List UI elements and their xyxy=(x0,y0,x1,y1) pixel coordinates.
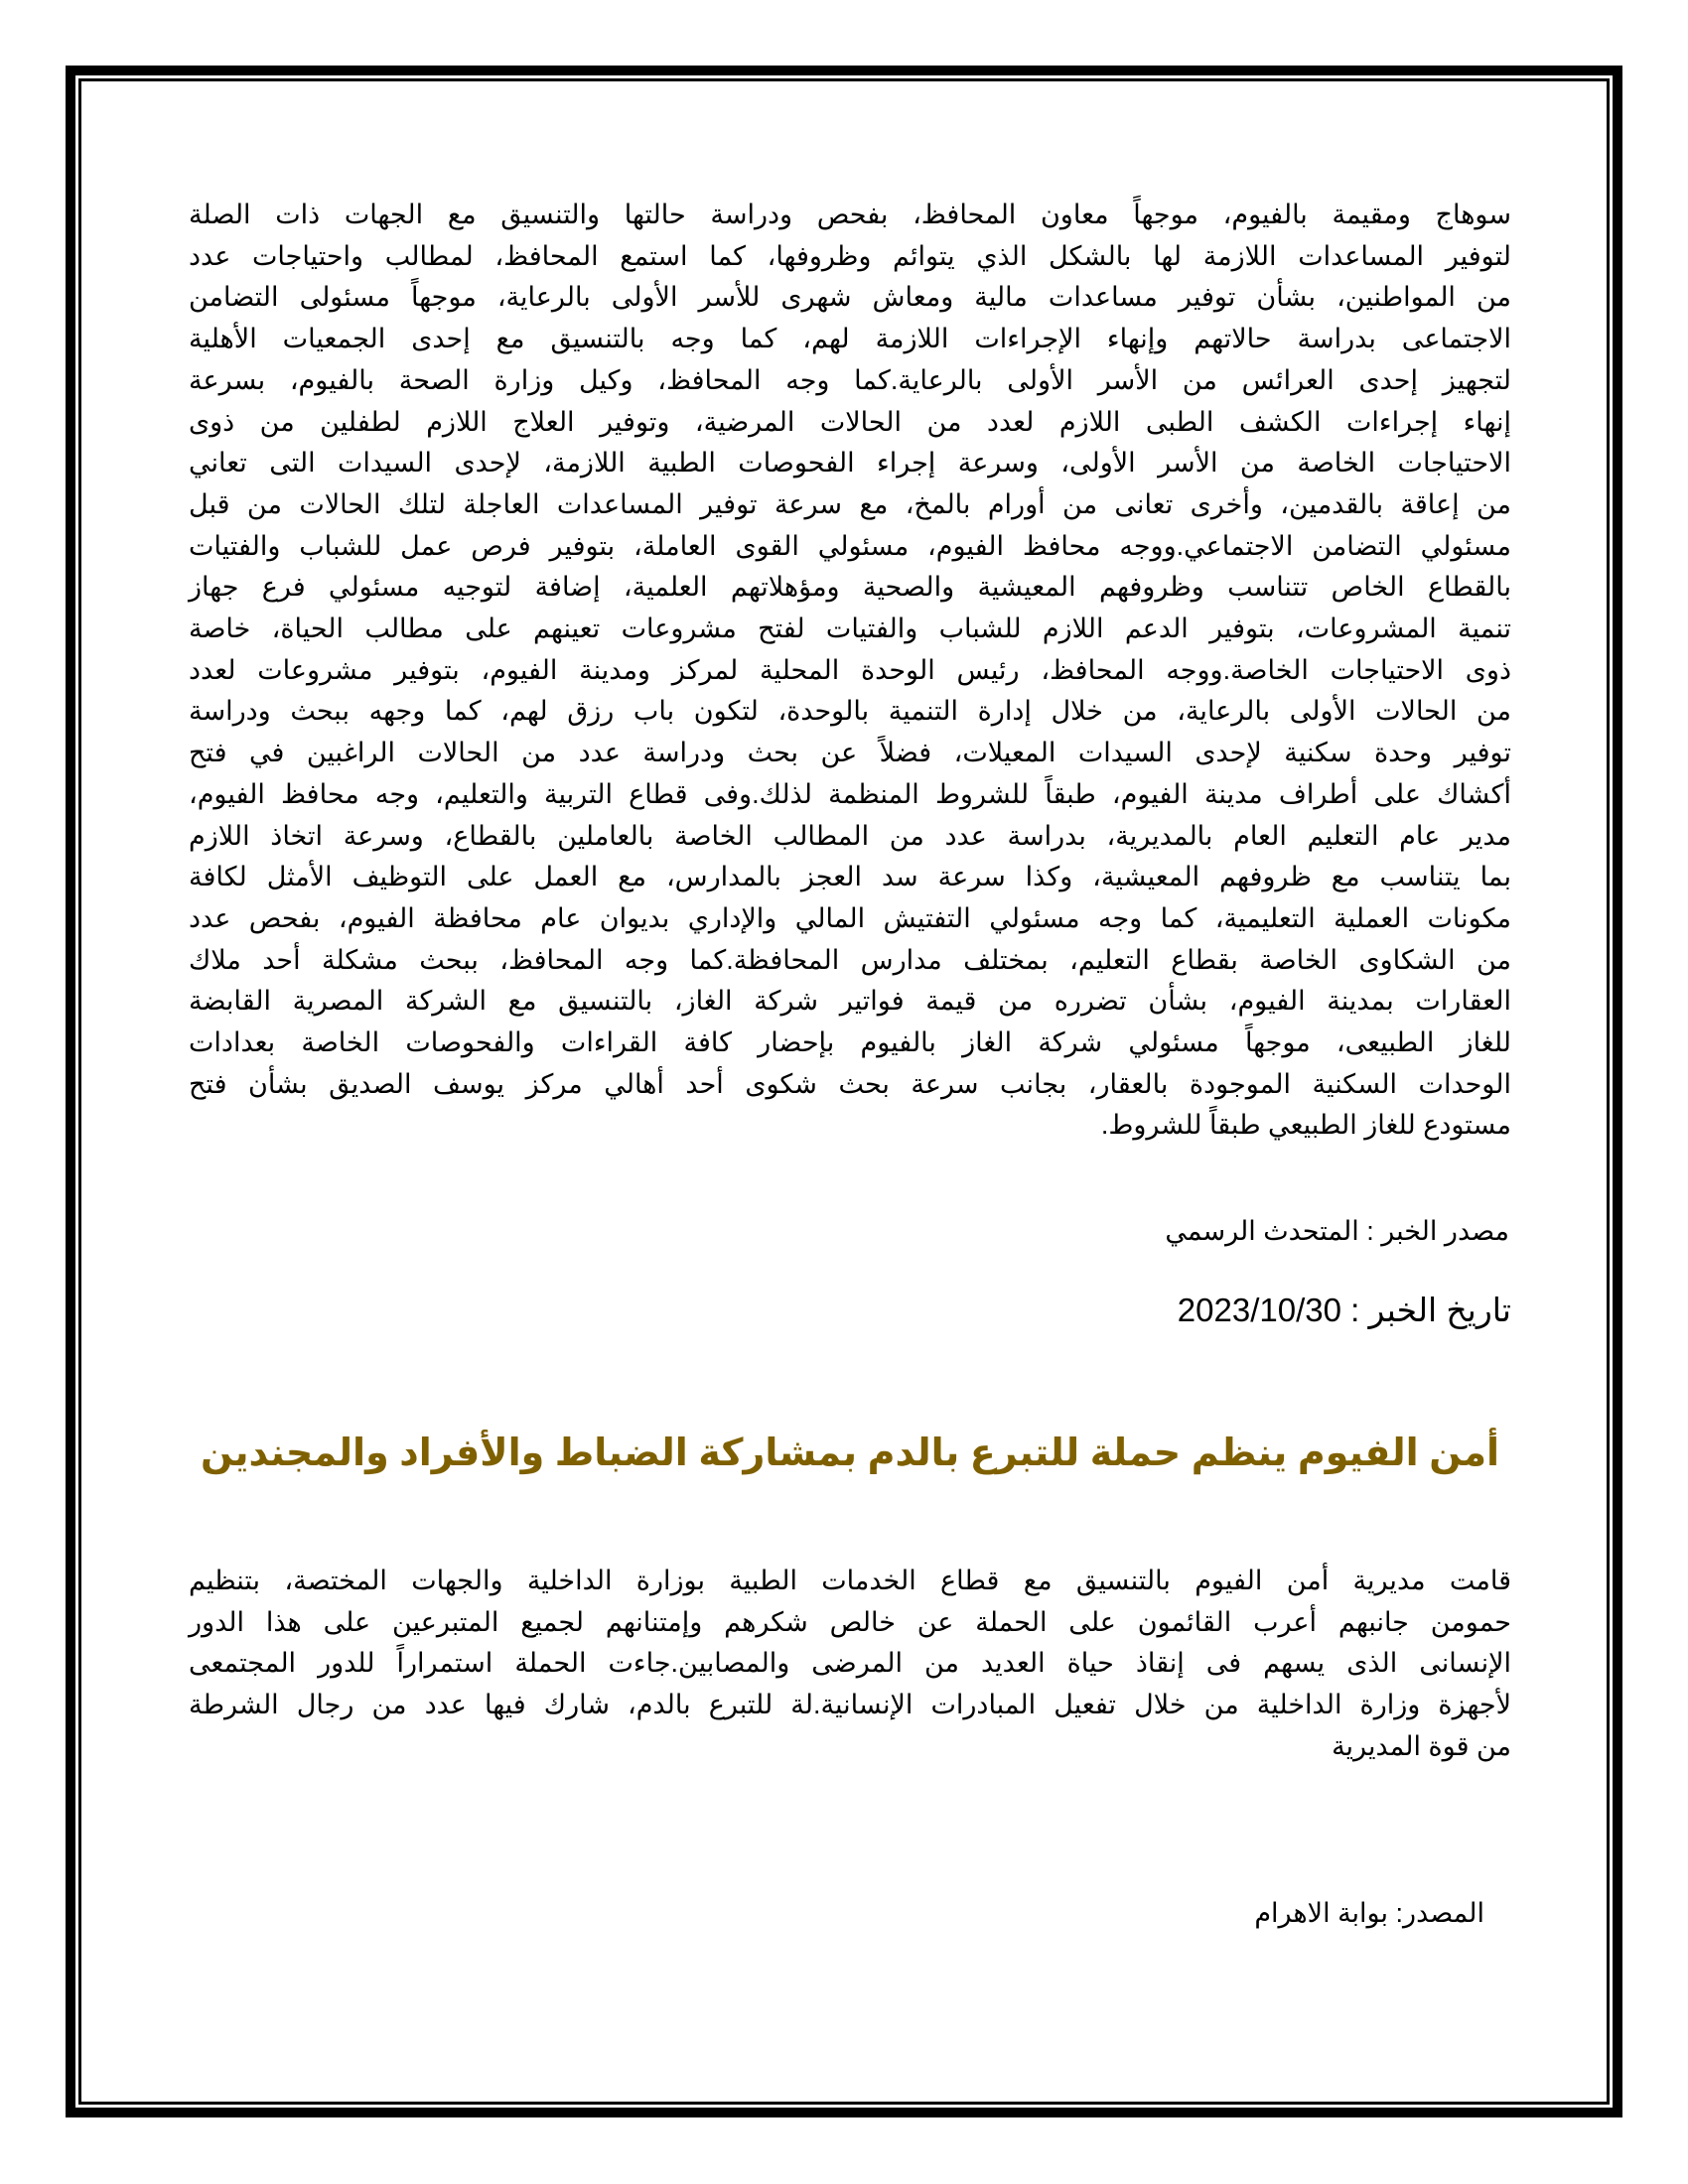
article-2-body xyxy=(189,1561,1511,1768)
paragraph-line: من إعاقة بالقدمين، وأخرى تعانى من أورام بالمخ، مع سرعة توفير المساعدات العاجلة لتلك الحالات من قبل xyxy=(189,488,1511,519)
article-2-title: أمن الفيوم ينظم حملة للتبرع بالدم بمشاركة الضباط والأفراد والمجندين xyxy=(201,1433,1499,1474)
paragraph-line: تنمية المشروعات، بتوفير الدعم اللازم للشباب والفتيات لفتح مشروعات تعينهم على مطالب الحياة، خاصة xyxy=(189,614,1511,644)
paragraph-line: لتجهيز إحدى العرائس من الأسر الأولى بالرعاية.كما وجه المحافظ، وكيل وزارة الصحة بالفيوم، بسرعة xyxy=(189,364,1511,395)
paragraph-line: مكونات العملية التعليمية، كما وجه مسئولي التفتيش المالي والإداري بديوان عام محافظة الفيوم، بفحص عدد xyxy=(189,902,1511,933)
paragraph-line: الاحتياجات الخاصة من الأسر الأولى، وسرعة إجراء الفحوصات الطبية اللازمة، لإحدى السيدات التى تعاني xyxy=(189,448,1511,478)
paragraph-line: مسئولي التضامن الاجتماعي.ووجه محافظ الفيوم، مسئولي القوى العاملة، بتوفير فرص عمل للشباب والفتيات xyxy=(189,530,1511,561)
paragraph-line: أكشاك على أطراف مدينة الفيوم، طبقاً للشروط المنظمة لذلك.وفى قطاع التربية والتعليم، وجه محافظ الفيوم، xyxy=(189,778,1511,809)
page-source: المصدر: بوابة الاهرام xyxy=(1254,1898,1484,1928)
article-1-body xyxy=(189,195,1511,1147)
paragraph-line: الوحدات السكنية الموجودة بالعقار، بجانب سرعة بحث شكوى أحد أهالي مركز يوسف الصديق بشأن فتح xyxy=(189,1068,1511,1099)
paragraph-line: بما يتناسب مع ظروفهم المعيشية، وكذا سرعة سد العجز بالمدارس، مع العمل على التوظيف الأمثل لكافة xyxy=(189,862,1511,892)
paragraph-line: من الشكاوى الخاصة بقطاع التعليم، بمختلف مدارس المحافظة.كما وجه المحافظ، ببحث مشكلة أحد ملاك xyxy=(189,944,1511,975)
paragraph-line: بالقطاع الخاص تتناسب وظروفهم المعيشية والصحية ومؤهلاتهم العلمية، إضافة لتوجيه مسئولي فرع جهاز xyxy=(189,572,1511,603)
paragraph-line: حمومن جانبهم أعرب القائمون على الحملة عن خالص شكرهم وإمتنانهم لجميع المتبرعين على هذا الدور xyxy=(189,1606,1511,1637)
paragraph-line: مستودع للغاز الطبيعي طبقاً للشروط. xyxy=(1100,1110,1511,1141)
paragraph-line: الإنسانى الذى يسهم فى إنقاذ حياة العديد من المرضى والمصابين.جاءت الحملة استمراراً للدور المجتمعى xyxy=(189,1648,1511,1679)
paragraph-line: قامت مديرية أمن الفيوم بالتنسيق مع قطاع الخدمات الطبية بوزارة الداخلية والجهات المختصة، بتنظيم xyxy=(189,1566,1511,1595)
paragraph-line: الاجتماعى بدراسة حالاتهم وإنهاء الإجراءات اللازمة لهم، كما وجه بالتنسيق مع إحدى الجمعيات الأهلية xyxy=(189,324,1511,354)
paragraph-line: لأجهزة وزارة الداخلية من خلال تفعيل المبادرات الإنسانية.لة للتبرع بالدم، شارك فيها عدد من رجال الشرطة xyxy=(189,1690,1511,1720)
paragraph-line: إنهاء إجراءات الكشف الطبى اللازم لعدد من الحالات المرضية، وتوفير العلاج اللازم لطفلين من ذوى xyxy=(189,406,1511,437)
paragraph-line: لتوفير المساعدات اللازمة لها بالشكل الذي يتوائم وظروفها، كما استمع المحافظ، لمطالب واحتياجات عدد xyxy=(189,240,1511,271)
paragraph-line: ذوى الاحتياجات الخاصة.ووجه المحافظ، رئيس الوحدة المحلية لمركز ومدينة الفيوم، بتوفير مشروعات لعدد xyxy=(189,654,1511,685)
paragraph-line: توفير وحدة سكنية لإحدى السيدات المعيلات، فضلاً عن بحث ودراسة عدد من الحالات الراغبين في فتح xyxy=(189,738,1511,768)
paragraph-line: من قوة المديرية xyxy=(1332,1730,1511,1761)
paragraph-line: من المواطنين، بشأن توفير مساعدات مالية ومعاش شهرى للأسر الأولى بالرعاية، موجهاً مسئولى التضامن xyxy=(189,282,1511,313)
paragraph-line: من الحالات الأولى بالرعاية، من خلال إدارة التنمية بالوحدة، لتكون باب رزق لهم، كما وجهه ببحث ودراسة xyxy=(189,696,1511,727)
news-source: مصدر الخبر : المتحدث الرسمي xyxy=(1165,1216,1509,1246)
paragraph-line: للغاز الطبيعى، موجهاً مسئولي شركة الغاز بالفيوم بإحضار كافة القراءات والفحوصات الخاصة بعدادات xyxy=(189,1027,1511,1058)
paragraph-line: مدير عام التعليم العام بالمديرية، بدراسة عدد من المطالب الخاصة بالعاملين بالقطاع، وسرعة اتخاذ اللازم xyxy=(189,820,1511,851)
paragraph-line: سوهاج ومقيمة بالفيوم، موجهاً معاون المحافظ، بفحص ودراسة حالتها والتنسيق مع الجهات ذات الصلة xyxy=(189,200,1511,229)
paragraph-line: العقارات بمدينة الفيوم، بشأن تضرره من قيمة فواتير شركة الغاز، بالتنسيق مع الشركة المصرية القابضة xyxy=(189,986,1511,1017)
news-date: تاريخ الخبر : 2023/10/30 xyxy=(1177,1292,1511,1328)
